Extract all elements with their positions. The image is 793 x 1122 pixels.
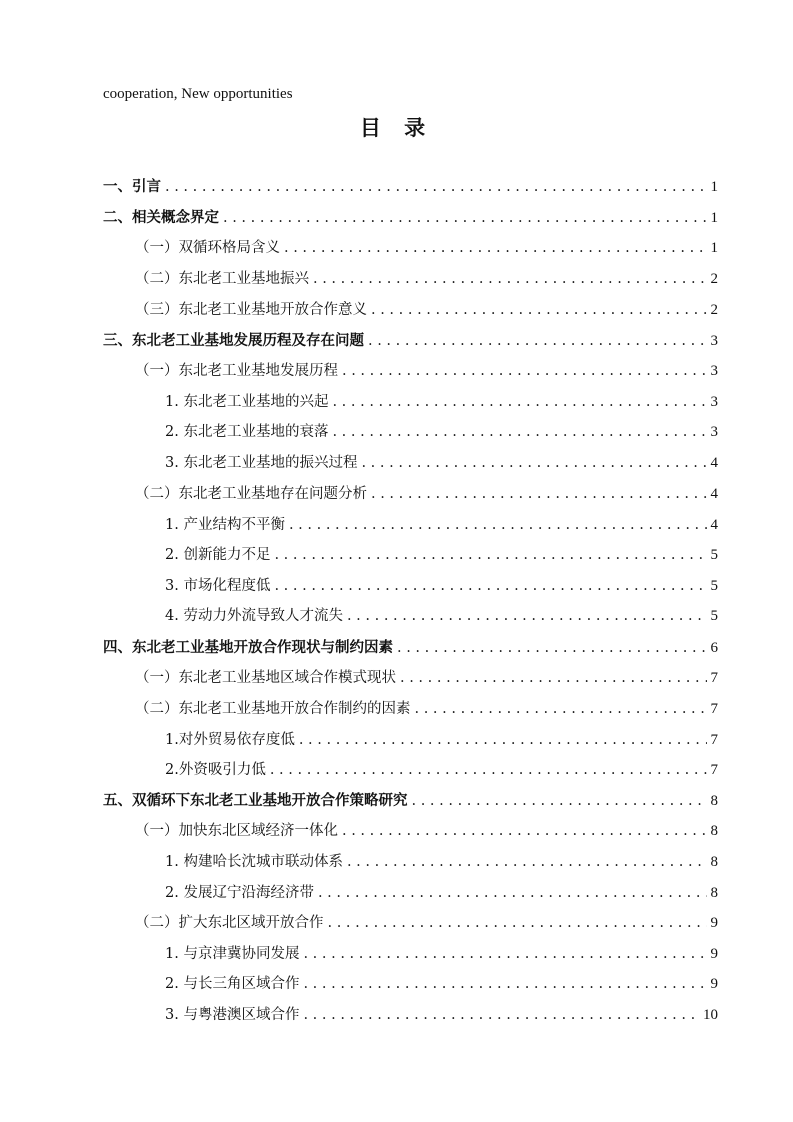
toc-entry-constraints[interactable] bbox=[135, 698, 718, 720]
toc-page-number: 5 bbox=[710, 547, 718, 563]
toc-page-number: 9 bbox=[710, 946, 718, 962]
toc-entry-label: （一）东北老工业基地发展历程 bbox=[135, 363, 338, 379]
dot-leader bbox=[165, 176, 707, 198]
toc-page-number: 8 bbox=[710, 885, 718, 901]
toc-entry-revitalization[interactable] bbox=[135, 268, 718, 290]
toc-entry-intro[interactable] bbox=[103, 176, 718, 198]
toc-entry-dual-circulation[interactable] bbox=[135, 237, 718, 259]
toc-entry-label: （一）东北老工业基地区域合作模式现状 bbox=[135, 670, 396, 686]
toc-page-number: 3 bbox=[710, 363, 718, 379]
dot-leader bbox=[368, 330, 707, 352]
running-header: cooperation, New opportunities bbox=[103, 86, 293, 102]
toc-entry-label: 3. 与粤港澳区域合作 bbox=[165, 1007, 300, 1023]
toc-entry-label: （二）东北老工业基地振兴 bbox=[135, 271, 309, 287]
toc-entry-label: 3. 东北老工业基地的振兴过程 bbox=[165, 455, 358, 471]
dot-leader bbox=[412, 790, 707, 812]
dot-leader bbox=[223, 207, 707, 229]
toc-page-number: 4 bbox=[710, 517, 718, 533]
toc-entry-strategy[interactable] bbox=[103, 790, 718, 812]
toc-page-number: 3 bbox=[710, 424, 718, 440]
toc-page-number: 9 bbox=[710, 915, 718, 931]
toc-entry-label: （一）加快东北区域经济一体化 bbox=[135, 823, 338, 839]
toc-entry-label: 1. 东北老工业基地的兴起 bbox=[165, 394, 329, 410]
dot-leader bbox=[397, 637, 707, 659]
toc-entry-label: （二）东北老工业基地开放合作制约的因素 bbox=[135, 701, 411, 717]
toc-page-number: 3 bbox=[710, 394, 718, 410]
toc-entry-label: 3. 市场化程度低 bbox=[165, 578, 271, 594]
toc-page-number: 4 bbox=[710, 486, 718, 502]
toc-entry-regional-model[interactable] bbox=[135, 667, 718, 689]
toc-page-number: 1 bbox=[710, 210, 718, 226]
toc-entry-label: 2. 发展辽宁沿海经济带 bbox=[165, 885, 314, 901]
toc-entry-label: 1. 产业结构不平衡 bbox=[165, 517, 285, 533]
dot-leader bbox=[342, 820, 707, 842]
dot-leader bbox=[371, 483, 707, 505]
dot-leader bbox=[332, 391, 706, 413]
toc-entry-label: 1.对外贸易依存度低 bbox=[165, 732, 295, 748]
toc-entry-label: （二）东北老工业基地存在问题分析 bbox=[135, 486, 367, 502]
toc-page-number: 8 bbox=[710, 793, 718, 809]
toc-page-number: 5 bbox=[710, 608, 718, 624]
toc-entry-label: 4. 劳动力外流导致人才流失 bbox=[165, 608, 343, 624]
dot-leader bbox=[289, 514, 707, 536]
toc-entry-revival-process[interactable] bbox=[165, 452, 718, 474]
toc-entry-development-history[interactable] bbox=[135, 360, 718, 382]
toc-entry-label: 2. 与长三角区域合作 bbox=[165, 976, 300, 992]
toc-title: 目 录 bbox=[359, 115, 434, 140]
toc-entry-concepts[interactable] bbox=[103, 207, 718, 229]
toc-entry-marketization[interactable] bbox=[165, 575, 718, 597]
toc-page-number: 8 bbox=[710, 823, 718, 839]
toc-page-number: 4 bbox=[710, 455, 718, 471]
toc-page-number: 10 bbox=[703, 1007, 718, 1023]
toc-page-number: 7 bbox=[710, 670, 718, 686]
toc-entry-label: 1. 与京津冀协同发展 bbox=[165, 946, 300, 962]
toc-entry-label: 1. 构建哈长沈城市联动体系 bbox=[165, 854, 343, 870]
toc-entry-expand-opening[interactable] bbox=[135, 912, 718, 934]
dot-leader bbox=[284, 237, 707, 259]
toc-page-number: 7 bbox=[710, 701, 718, 717]
dot-leader bbox=[361, 452, 706, 474]
toc-entry-greater-bay[interactable] bbox=[165, 1004, 718, 1026]
dot-leader bbox=[303, 1004, 699, 1026]
toc-entry-label: 三、东北老工业基地发展历程及存在问题 bbox=[103, 332, 364, 349]
dot-leader bbox=[347, 851, 707, 873]
toc-entry-trade-dependence[interactable] bbox=[165, 729, 718, 751]
dot-leader bbox=[318, 882, 707, 904]
toc-entry-city-linkage[interactable] bbox=[165, 851, 718, 873]
toc-entry-opening-significance[interactable] bbox=[135, 299, 718, 321]
toc-page-number: 1 bbox=[710, 179, 718, 195]
toc-entry-economic-integration[interactable] bbox=[135, 820, 718, 842]
toc-entry-cooperation-status[interactable] bbox=[103, 637, 718, 659]
dot-leader bbox=[342, 360, 707, 382]
toc-page-number: 8 bbox=[710, 854, 718, 870]
toc-entry-label: （一）双循环格局含义 bbox=[135, 240, 280, 256]
toc-entry-rise[interactable] bbox=[165, 391, 718, 413]
dot-leader bbox=[303, 973, 706, 995]
toc-entry-decline[interactable] bbox=[165, 421, 718, 443]
toc-page-number: 1 bbox=[710, 240, 718, 256]
toc-entry-jingjinji[interactable] bbox=[165, 943, 718, 965]
dot-leader bbox=[400, 667, 707, 689]
toc-entry-history-problems[interactable] bbox=[103, 330, 718, 352]
toc-entry-label: 2.外资吸引力低 bbox=[165, 762, 266, 778]
dot-leader bbox=[328, 912, 707, 934]
toc-entry-label: 一、引言 bbox=[103, 178, 161, 195]
toc-entry-yangtze-delta[interactable] bbox=[165, 973, 718, 995]
toc-page-number: 7 bbox=[710, 732, 718, 748]
toc-entry-industrial-structure[interactable] bbox=[165, 514, 718, 536]
dot-leader bbox=[347, 605, 707, 627]
toc-entry-label: （二）扩大东北区域开放合作 bbox=[135, 915, 324, 931]
toc-page-number: 9 bbox=[710, 976, 718, 992]
toc-page-number: 7 bbox=[710, 762, 718, 778]
toc-entry-label: 四、东北老工业基地开放合作现状与制约因素 bbox=[103, 639, 393, 656]
dot-leader bbox=[274, 575, 706, 597]
toc-entry-label: 二、相关概念界定 bbox=[103, 209, 219, 226]
dot-leader bbox=[371, 299, 707, 321]
dot-leader bbox=[270, 759, 707, 781]
toc-page-number: 3 bbox=[710, 333, 718, 349]
dot-leader bbox=[274, 544, 706, 566]
toc-page-number: 2 bbox=[710, 302, 718, 318]
toc-entry-foreign-investment[interactable] bbox=[165, 759, 718, 781]
dot-leader bbox=[332, 421, 706, 443]
dot-leader bbox=[303, 943, 706, 965]
toc-entry-coastal-belt[interactable] bbox=[165, 882, 718, 904]
toc-page-number: 2 bbox=[710, 271, 718, 287]
dot-leader bbox=[415, 698, 707, 720]
toc-entry-problem-analysis[interactable] bbox=[135, 483, 718, 505]
dot-leader bbox=[299, 729, 707, 751]
toc-entry-label: 2. 东北老工业基地的衰落 bbox=[165, 424, 329, 440]
toc-entry-talent-loss[interactable] bbox=[165, 605, 718, 627]
toc-page-number: 5 bbox=[710, 578, 718, 594]
toc-entry-label: 2. 创新能力不足 bbox=[165, 547, 271, 563]
toc-entry-label: （三）东北老工业基地开放合作意义 bbox=[135, 302, 367, 318]
toc-page-number: 6 bbox=[710, 640, 718, 656]
dot-leader bbox=[313, 268, 707, 290]
toc-entry-innovation[interactable] bbox=[165, 544, 718, 566]
toc-entry-label: 五、双循环下东北老工业基地开放合作策略研究 bbox=[103, 792, 408, 809]
